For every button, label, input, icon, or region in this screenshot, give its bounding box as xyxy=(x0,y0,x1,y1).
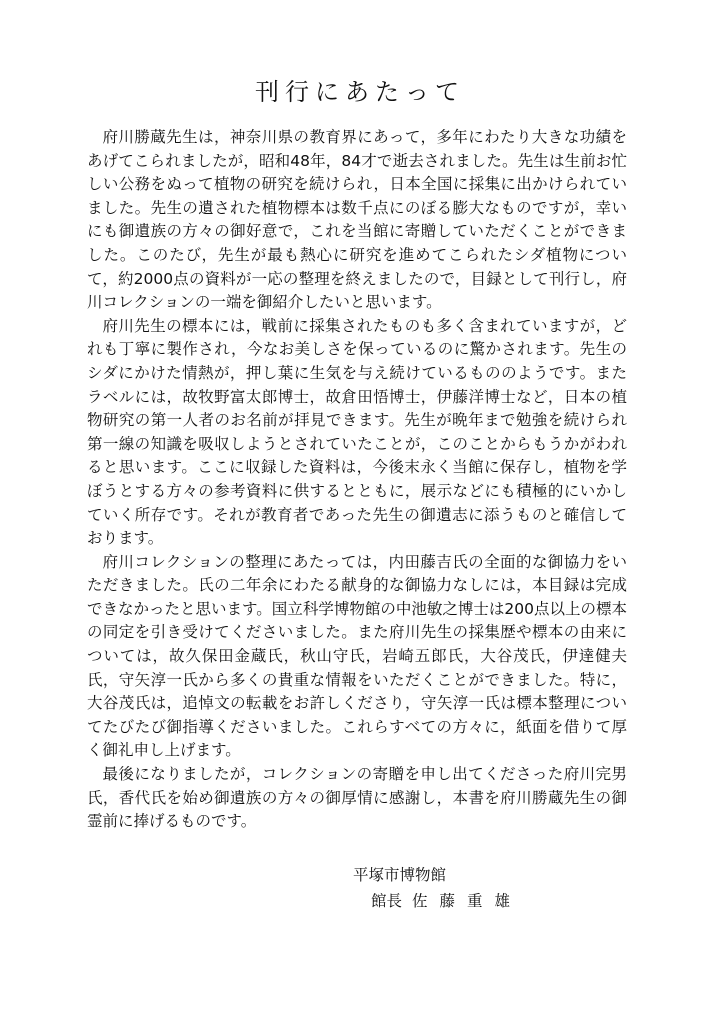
paragraph-1: 府川勝蔵先生は，神奈川県の教育界にあって，多年にわたり大きな功績をあげてこられましたが，昭和48年，84才で逝去されました。先生は生前お忙しい公務をぬって植物の研究を続けられ，日本全国に採集に出かけられていました。先生の遺された植物標本は数千点にのぼる膨大なものですが，幸いにも御遺族の方々の御好意で，これを当館に寄贈していただくことができました。このたび，先生が最も熱心に研究を進めてこられたシダ植物について，約2000点の資料が一応の整理を終えましたので，目録として刊行し，府川コレクションの一端を御紹介したいと思います。 xyxy=(87,128,627,312)
paragraph-4: 最後になりましたが，コレクションの寄贈を申し出てくださった府川完男氏，香代氏を始め御遺族の方々の御厚情に感謝し，本書を府川勝蔵先生の御霊前に捧げるものです。 xyxy=(87,765,627,831)
signature-role: 館長 xyxy=(371,892,403,910)
page-title: 刊行にあたって xyxy=(255,78,465,106)
signature-line xyxy=(353,888,613,914)
foreword-body xyxy=(87,126,627,834)
paragraph-3: 府川コレクションの整理にあたっては，内田藤吉氏の全面的な御協力をいただきました。氏の二年余にわたる献身的な御協力なしには，本目録は完成できなかったと思います。国立科学博物館の中池敏之博士は200点以上の標本の同定を引き受けてくださいました。また府川先生の採集歴や標本の由来については，故久保田金蔵氏，秋山守氏，岩崎五郎氏，大谷茂氏，伊達健夫氏，守矢淳一氏から多くの貴重な情報をいただくことができました。特に，大谷茂氏は，追悼文の転載をお許しくださり，守矢淳一氏は標本整理についてたびたび御指導くださいました。これらすべての方々に，紙面を借りて厚く御礼申し上げます。 xyxy=(87,552,627,760)
signature-block xyxy=(353,862,613,914)
signature-name: 佐藤重雄 xyxy=(412,892,523,910)
paragraph-2: 府川先生の標本には，戦前に採集されたものも多く含まれていますが，どれも丁寧に製作され，今なお美しさを保っているのに驚かされます。先生のシダにかけた情熱が，押し葉に生気を与え続けているもののようです。またラベルには，故牧野富太郎博士，故倉田悟博士，伊藤洋博士など，日本の植物研究の第一人者のお名前が拝見できます。先生が晩年まで勉強を続けられ第一線の知識を吸収しようとされていたことが，このことからもうかがわれると思います。ここに収録した資料は，今後末永く当館に保存し，植物を学ぼうとする方々の参考資料に供するとともに，展示などにも積極的にいかしていく所存です。それが教育者であった先生の御遺志に添うものと確信しております。 xyxy=(87,316,627,548)
signature-organization: 平塚市博物館 xyxy=(353,866,447,884)
